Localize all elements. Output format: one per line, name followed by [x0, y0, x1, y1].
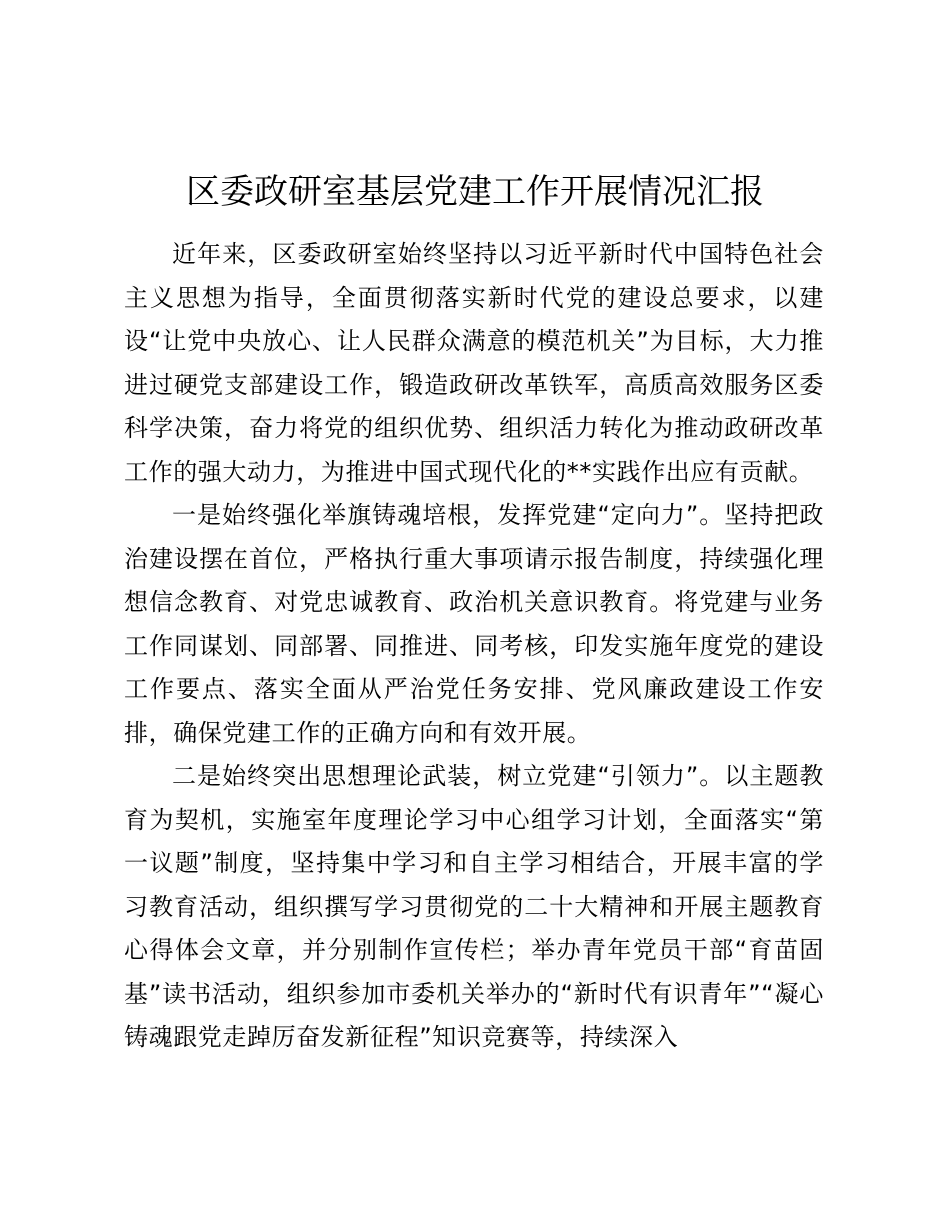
paragraph-point-two: 二是始终突出思想理论武装，树立党建“引领力”。以主题教育为契机，实施室年度理论学习中心组学习计划，全面落实“第一议题”制度，坚持集中学习和自主学习相结合，开展丰富的学习教育活动，组织撰写学习贯彻党的二十大精神和开展主题教育心得体会文章，并分别制作宣传栏；举办青年党员干部“育苗固基”读书活动，组织参加市委机关举办的“新时代有识青年”“凝心铸魂跟党走踔厉奋发新征程”知识竞赛等，持续深入	[124, 762, 824, 1051]
paragraph-point-one: 一是始终强化举旗铸魂培根，发挥党建“定向力”。坚持把政治建设摆在首位，严格执行重大事项请示报告制度，持续强化理想信念教育、对党忠诚教育、政治机关意识教育。将党建与业务工作同谋划、同部署、同推进、同考核，印发实施年度党的建设工作要点、落实全面从严治党任务安排、党风廉政建设工作安排，确保党建工作的正确方向和有效开展。	[124, 501, 824, 747]
paragraph-intro: 近年来，区委政研室始终坚持以习近平新时代中国特色社会主义思想为指导，全面贯彻落实新时代党的建设总要求，以建设“让党中央放心、让人民群众满意的模范机关”为目标，大力推进过硬党支部建设工作，锻造政研改革铁军，高质高效服务区委科学决策，奋力将党的组织优势、组织活力转化为推动政研改革工作的强大动力，为推进中国式现代化的**实践作出应有贡献。	[124, 240, 824, 486]
document-title: 区委政研室基层党建工作开展情况汇报	[186, 172, 764, 212]
document-body	[124, 233, 824, 1060]
